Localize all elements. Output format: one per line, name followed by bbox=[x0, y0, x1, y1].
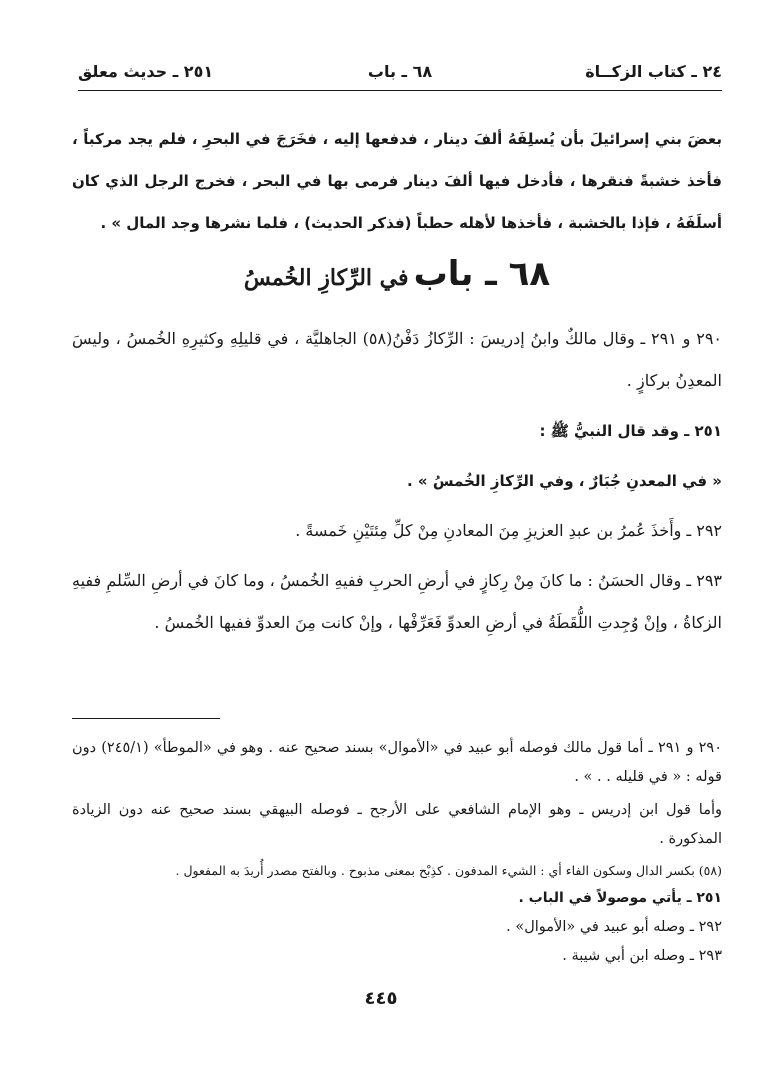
continued-hadith bbox=[72, 118, 722, 244]
chapter-number: ٦٨ ـ باب bbox=[413, 254, 551, 294]
header-chapter: ٦٨ ـ باب bbox=[367, 62, 433, 81]
chapter-heading bbox=[72, 254, 722, 300]
hadith-text: « في المعدنِ جُبَارٌ ، وفي الرِّكازِ الخُمسُ » . bbox=[407, 472, 722, 490]
paragraph-continued: بعضَ بني إسرائيلَ بأن يُسلِفَهُ ألفَ دينار ، فدفعها إليه ، فخَرَجَ في البحرِ ، فلم يجد مركباً ، فأخذ خشبةً فنقرها ، فأدخل فيها ألفَ دينار فرمى بها في البحر ، فخرج الرجل الذي كان أسلَفَهُ ، فإذا بالخشبة ، فأخذها لأهله حطباً (فذكر الحديث) ، فلما نشرها وجد المال » . bbox=[72, 130, 722, 232]
main-text bbox=[72, 318, 722, 644]
running-header bbox=[78, 56, 722, 91]
paragraph-290: ٢٩٠ و ٢٩١ ـ وقال مالكٌ وابنُ إدريسَ : الرِّكازُ دَفْنُ(٥٨) الجاهليَّة ، في قليلِهِ وكثيرِهِ الخُمسُ ، وليسَ المعدِنُ بركازٍ . bbox=[72, 329, 723, 390]
footnote-ibn-idris: وأما قول ابن إدريس ـ وهو الإمام الشافعي على الأرجح ـ فوصله البيهقي بسند صحيح عنه دون الزيادة المذكورة . bbox=[72, 802, 722, 847]
header-book-title: ٢٤ ـ كتاب الزكــاة bbox=[585, 62, 722, 81]
footnote-293: ٢٩٣ ـ وصله ابن أبي شيبة . bbox=[562, 948, 722, 964]
paragraph-292: ٢٩٢ ـ وأَخذَ عُمرُ بن عبدِ العزيزِ مِنَ المعادنِ مِنْ كلِّ مِئتَيْنِ خَمسةً . bbox=[295, 521, 722, 540]
paragraph-293: ٢٩٣ ـ وقال الحسَنُ : ما كانَ مِنْ رِكازٍ في أرضِ الحربِ ففيهِ الخُمسُ ، وما كانَ في أرضِ السِّلمِ ففيهِ الزكاةُ ، وإنْ وُجِدتِ اللُّقَطَةُ في أرضِ العدوِّ فَعَرِّفْها ، وإنْ كانت مِنَ العدوِّ ففيها الخُمسُ . bbox=[72, 571, 723, 632]
footnote-251: ٢٥١ ـ يأتي موصولاً في الباب . bbox=[518, 890, 722, 906]
footnote-58: (٥٨) بكسر الدال وسكون الفاء أي : الشيء المدفون . كذِبْح بمعنى مذبوح . وبالفتح مصدر أُريدَ به المفعول . bbox=[175, 863, 722, 878]
footnote-290: ٢٩٠ و ٢٩١ ـ أما قول مالك فوصله أبو عبيد في «الأموال» بسند صحيح عنه . وهو في «الموطأ» (٢٤٥/١) دون قوله : « في قليله . . » . bbox=[72, 740, 722, 785]
chapter-title: في الرِّكازِ الخُمسُ bbox=[243, 265, 409, 291]
header-hadith: ٢٥١ ـ حديث معلق bbox=[78, 62, 214, 81]
paragraph-251: ٢٥١ ـ وقد قال النبيُّ ﷺ : bbox=[539, 422, 722, 440]
footnote-divider bbox=[72, 718, 220, 719]
footnote-292: ٢٩٢ ـ وصله أبو عبيد في «الأموال» . bbox=[506, 919, 722, 935]
page-number: ٤٤٥ bbox=[364, 988, 398, 1009]
footnotes bbox=[72, 734, 722, 971]
